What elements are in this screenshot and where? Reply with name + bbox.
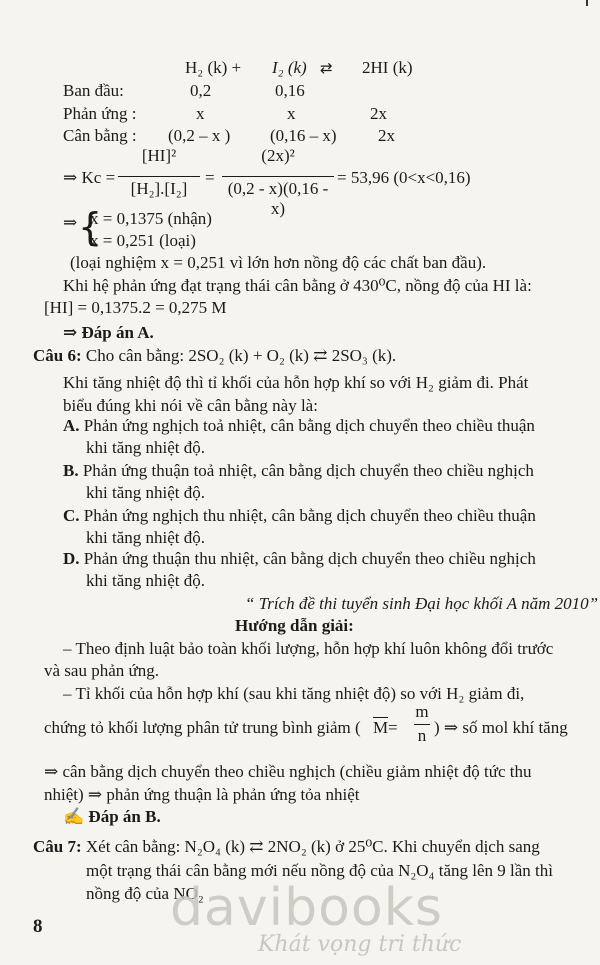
initial-label: Ban đầu:: [63, 81, 124, 100]
q6-option-c: [63, 505, 536, 527]
q6-option-a-cont: khi tăng nhiệt độ.: [86, 438, 205, 457]
kc-fraction-bar-2: [222, 176, 334, 177]
option-letter: B.: [63, 461, 79, 480]
eq-hi: 2x: [378, 126, 395, 145]
q6-option-d-cont: khi tăng nhiệt độ.: [86, 571, 205, 590]
react-label: Phản ứng :: [63, 104, 137, 123]
mean-den: n: [417, 726, 427, 745]
conc-line-2: [HI] = 0,1375.2 = 0,275 M: [44, 298, 227, 317]
guide-p3-b: nhiệt) ⇒ phản ứng thuận là phản ứng tỏa nhiệt: [44, 785, 360, 804]
guide-heading: Hướng dẫn giải:: [235, 616, 354, 635]
guide-p1-b: và sau phản ứng.: [44, 661, 159, 680]
react-h2: x: [196, 104, 205, 123]
kc-den2: (0,2 - x)(0,16 - x): [227, 179, 329, 218]
mean-num: m: [415, 702, 429, 721]
kc-result: = 53,96 (0<x<0,16): [337, 168, 471, 187]
option-text: Phản ứng nghịch toả nhiệt, cân bằng dịch chuyển theo chiều thuận: [83, 416, 535, 435]
q6-option-b: [63, 460, 534, 482]
option-text: Phản ứng thuận toả nhiệt, cân bằng dịch chuyển theo chiều nghịch: [82, 461, 534, 480]
reaction-h2: H₂ (k) +: [185, 58, 242, 77]
root-2: x = 0,251 (loại): [90, 231, 196, 250]
react-hi: 2x: [370, 104, 387, 123]
guide-p2-b-post: ) ⇒ số mol khí tăng: [434, 718, 568, 737]
conc-line-1: Khi hệ phản ứng đạt trạng thái cân bằng ở 430⁰C, nồng độ của HI là:: [63, 276, 532, 295]
eq-i2: (0,16 – x): [270, 126, 337, 145]
reaction-i2: I₂ (k): [272, 58, 307, 77]
mean-equals: =: [388, 718, 398, 737]
kc-equals: =: [205, 168, 215, 187]
answer-a: ⇒ Đáp án A.: [63, 323, 154, 342]
q6-label: Câu 6:: [33, 346, 82, 365]
option-letter: A.: [63, 416, 80, 435]
option-text: Phản ứng nghịch thu nhiệt, cân bằng dịch chuyển theo chiều thuận: [83, 506, 536, 525]
q7-label: Câu 7:: [33, 837, 82, 856]
option-text: Phản ứng thuận thu nhiệt, cân bằng dịch chuyển theo chiều nghịch: [83, 549, 536, 568]
roots-note: (loại nghiệm x = 0,251 vì lớn hơn nồng độ các chất ban đầu).: [70, 253, 487, 272]
mean-fraction-bar: [414, 724, 430, 725]
page-edge-mark: [586, 0, 588, 6]
answer-b: ✍ Đáp án B.: [63, 807, 161, 826]
kc-num1: [HI]²: [141, 146, 177, 165]
kc-fraction-bar-1: [118, 176, 200, 177]
q6-line-3: biểu đúng khi nói về cân bằng này là:: [63, 396, 318, 415]
q6-option-d: [63, 548, 536, 570]
kc-num2: (2x)²: [261, 146, 295, 165]
option-letter: C.: [63, 506, 80, 525]
initial-i2: 0,16: [275, 81, 305, 100]
q6-source: “ Trích đề thi tuyển sinh Đại học khối A năm 2010”: [245, 594, 599, 613]
q6-option-c-cont: khi tăng nhiệt độ.: [86, 528, 205, 547]
q6-option-a: [63, 415, 535, 437]
q7-line-1: [33, 836, 540, 858]
kc-den1: [H₂].[I₂]: [130, 179, 188, 198]
page-number: 8: [33, 916, 43, 937]
reaction-hi: 2HI (k): [362, 58, 413, 77]
eq-h2: (0,2 – x ): [168, 126, 231, 145]
q6-heading: [33, 345, 396, 367]
root-1: x = 0,1375 (nhận): [90, 209, 212, 228]
eq-label: Cân bằng :: [63, 126, 137, 145]
q6-line-2: Khi tăng nhiệt độ thì tỉ khối của hỗn hợp khí so với H₂ giảm đi. Phát: [63, 373, 529, 392]
option-letter: D.: [63, 549, 80, 568]
watermark-tagline: Khát vọng tri thức: [258, 932, 462, 957]
initial-h2: 0,2: [190, 81, 212, 100]
kc-prefix: ⇒ Kc =: [63, 168, 116, 187]
guide-p2-a: – Tỉ khối của hỗn hợp khí (sau khi tăng nhiệt độ) so với H₂ giảm đi,: [63, 684, 525, 703]
guide-p2-b-pre: chứng tỏ khối lượng phân tử trung bình giảm (: [44, 718, 361, 737]
guide-p3-a: ⇒ cân bằng dịch chuyển theo chiều nghịch (chiều giảm nhiệt độ tức thu: [44, 762, 532, 781]
q6-option-b-cont: khi tăng nhiệt độ.: [86, 483, 205, 502]
q6-stem: Cho cân bằng: 2SO₂ (k) + O₂ (k) ⇄ 2SO₃ (k).: [85, 346, 397, 365]
roots-arrow: ⇒: [63, 213, 78, 232]
guide-p1-a: – Theo định luật bảo toàn khối lượng, hỗn hợp khí luôn không đổi trước: [63, 639, 554, 658]
react-i2: x: [287, 104, 296, 123]
q7-line-3: nồng độ của NO₂: [86, 884, 204, 903]
watermark-brand: davibooks: [170, 878, 443, 938]
mean-m: M: [373, 718, 389, 737]
q7-line-2: một trạng thái cân bằng mới nếu nồng độ của N₂O₄ tăng lên 9 lần thì: [86, 861, 553, 880]
q7-text: Xét cân bằng: N₂O₄ (k) ⇄ 2NO₂ (k) ở 25⁰C. Khi chuyển dịch sang: [85, 837, 540, 856]
reaction-arrow: ⇄: [320, 59, 333, 77]
roots-brace: {: [78, 205, 103, 249]
